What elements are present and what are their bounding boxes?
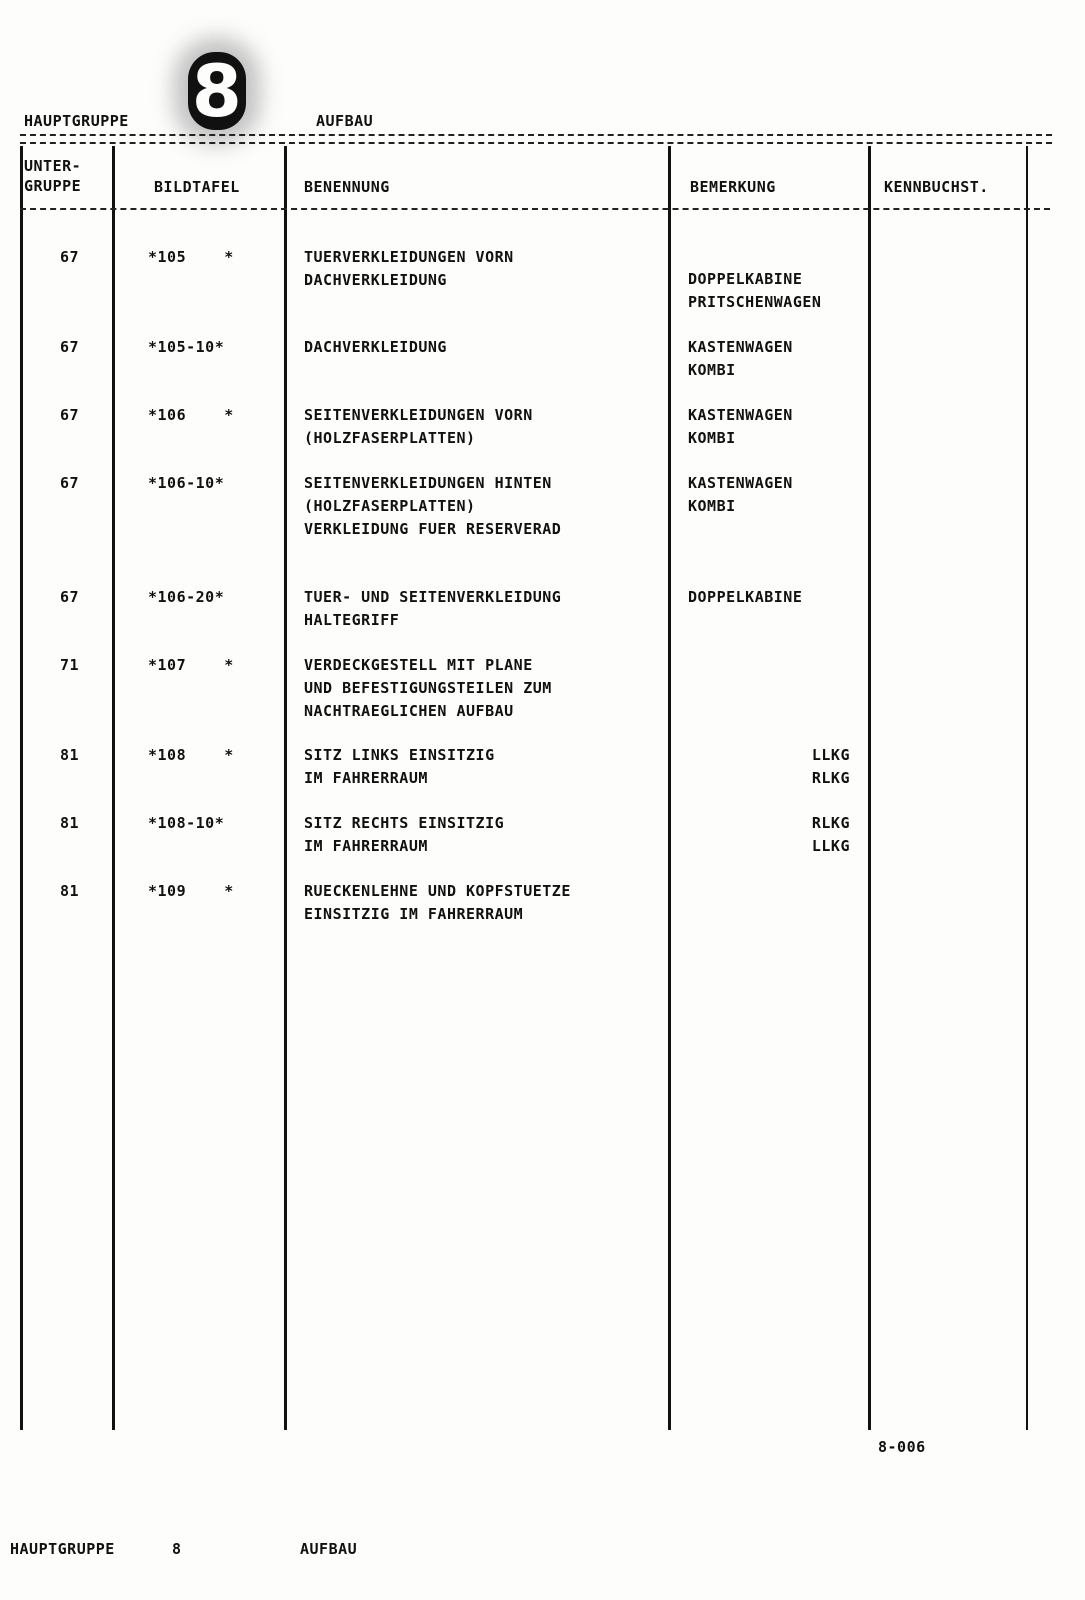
row-bildtafel: *106-20* (148, 588, 225, 606)
row-benennung: DACHVERKLEIDUNG (304, 338, 447, 356)
row-bemerkung: KASTENWAGEN KOMBI (688, 406, 793, 447)
column-header-benennung: BENENNUNG (304, 178, 390, 196)
row-benennung: TUER- UND SEITENVERKLEIDUNG HALTEGRIFF (304, 588, 562, 629)
row-benennung: SEITENVERKLEIDUNGEN HINTEN (HOLZFASERPLATTEN) VERKLEIDUNG FUER RESERVERAD (304, 474, 562, 538)
header-label: HAUPTGRUPPE (24, 112, 129, 130)
column-divider (112, 146, 115, 1430)
row-untergruppe: 67 (60, 338, 80, 356)
column-header-kennbuchst: KENNBUCHST. (884, 178, 989, 196)
header-rule (20, 208, 1050, 210)
row-untergruppe: 67 (60, 248, 80, 266)
row-bildtafel: *105-10* (148, 338, 225, 356)
row-benennung: SITZ LINKS EINSITZIG IM FAHRERRAUM (304, 746, 495, 787)
row-benennung: TUERVERKLEIDUNGEN VORN DACHVERKLEIDUNG (304, 248, 514, 289)
row-bemerkung: DOPPELKABINE PRITSCHENWAGEN (688, 270, 822, 311)
row-bildtafel: *109 * (148, 882, 234, 900)
row-bildtafel: *105 * (148, 248, 234, 266)
column-divider (284, 146, 287, 1430)
footer-title: AUFBAU (300, 1540, 358, 1558)
column-divider (20, 146, 23, 1430)
column-header-bemerkung: BEMERKUNG (690, 178, 776, 196)
row-untergruppe: 81 (60, 746, 80, 764)
row-benennung: VERDECKGESTELL MIT PLANE UND BEFESTIGUNGSTEILEN ZUM NACHTRAEGLICHEN AUFBAU (304, 656, 552, 720)
row-bildtafel: *107 * (148, 656, 234, 674)
column-divider (1026, 146, 1028, 1430)
footer-label: HAUPTGRUPPE (10, 1540, 115, 1558)
column-header-untergruppe: UNTER- GRUPPE (24, 157, 82, 195)
row-bildtafel: *106-10* (148, 474, 225, 492)
row-untergruppe: 81 (60, 814, 80, 832)
row-untergruppe: 67 (60, 588, 80, 606)
row-benennung: SEITENVERKLEIDUNGEN VORN (HOLZFASERPLATTEN) (304, 406, 533, 447)
row-bildtafel: *108 * (148, 746, 234, 764)
row-bemerkung: KASTENWAGEN KOMBI (688, 474, 793, 515)
row-untergruppe: 67 (60, 474, 80, 492)
row-benennung: RUECKENLEHNE UND KOPFSTUETZE EINSITZIG IM FAHRERRAUM (304, 882, 571, 923)
column-header-bildtafel: BILDTAFEL (154, 178, 240, 196)
header-title: AUFBAU (316, 112, 374, 130)
row-bildtafel: *108-10* (148, 814, 225, 832)
group-number-badge: 8 (188, 52, 246, 130)
row-benennung: SITZ RECHTS EINSITZIG IM FAHRERRAUM (304, 814, 505, 855)
row-untergruppe: 67 (60, 406, 80, 424)
column-divider (868, 146, 871, 1430)
footer-number: 8 (172, 1540, 182, 1558)
row-bemerkung: LLKG RLKG (811, 746, 850, 787)
row-bildtafel: *106 * (148, 406, 234, 424)
page-number: 8-006 (878, 1438, 926, 1456)
header-double-rule (20, 134, 1052, 144)
row-untergruppe: 81 (60, 882, 80, 900)
row-bemerkung: RLKG LLKG (811, 814, 850, 855)
column-divider (668, 146, 671, 1430)
row-bemerkung: DOPPELKABINE (688, 588, 803, 606)
row-bemerkung: KASTENWAGEN KOMBI (688, 338, 793, 379)
row-untergruppe: 71 (60, 656, 80, 674)
